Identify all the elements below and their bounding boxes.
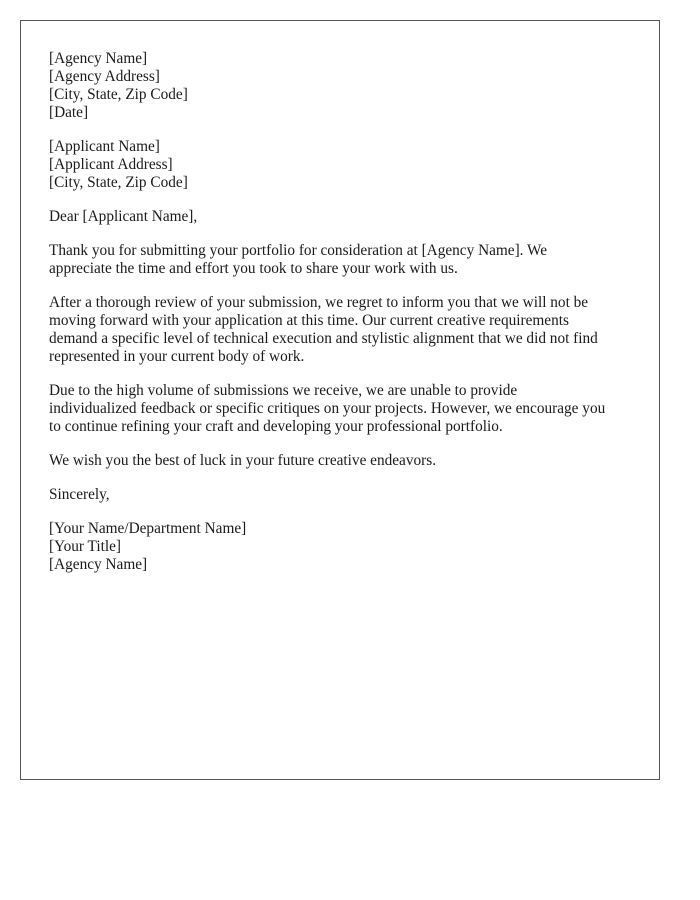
closing [49,486,631,504]
salutation-text: Dear [Applicant Name], [49,208,198,225]
signature-agency-name: [Agency Name] [49,556,148,573]
signature-name-department: [Your Name/Department Name] [49,520,247,537]
recipient-name: [Applicant Name] [49,138,160,155]
recipient-address-block [49,138,631,192]
body-paragraph-2 [49,294,631,366]
letter-date: [Date] [49,104,89,121]
recipient-city-state-zip: [City, State, Zip Code] [49,174,188,191]
paragraph-line: appreciate the time and effort you took to share your work with us. [49,260,458,277]
paragraph-line: individualized feedback or specific critiques on your projects. However, we encourage you [49,400,606,417]
paragraph-line: to continue refining your craft and developing your professional portfolio. [49,418,503,435]
body-paragraph-3 [49,382,631,436]
paragraph-line: moving forward with your application at this time. Our current creative requirements [49,312,569,329]
signature-title: [Your Title] [49,538,121,555]
paragraph-line: demand a specific level of technical execution and stylistic alignment that we did not find [49,330,598,347]
paragraph-line: After a thorough review of your submission, we regret to inform you that we will not be [49,294,589,311]
recipient-address: [Applicant Address] [49,156,173,173]
sender-agency-address: [Agency Address] [49,68,160,85]
paragraph-line: We wish you the best of luck in your future creative endeavors. [49,452,437,469]
sender-agency-name: [Agency Name] [49,50,148,67]
closing-text: Sincerely, [49,486,110,503]
paragraph-line: Thank you for submitting your portfolio for consideration at [Agency Name]. We [49,242,548,259]
salutation [49,208,631,226]
paragraph-line: represented in your current body of work. [49,348,305,365]
paragraph-line: Due to the high volume of submissions we receive, we are unable to provide [49,382,518,399]
signature-block [49,520,631,574]
sender-address-block [49,50,631,122]
letter-page [20,20,660,780]
body-paragraph-4 [49,452,631,470]
body-paragraph-1 [49,242,631,278]
sender-city-state-zip: [City, State, Zip Code] [49,86,188,103]
